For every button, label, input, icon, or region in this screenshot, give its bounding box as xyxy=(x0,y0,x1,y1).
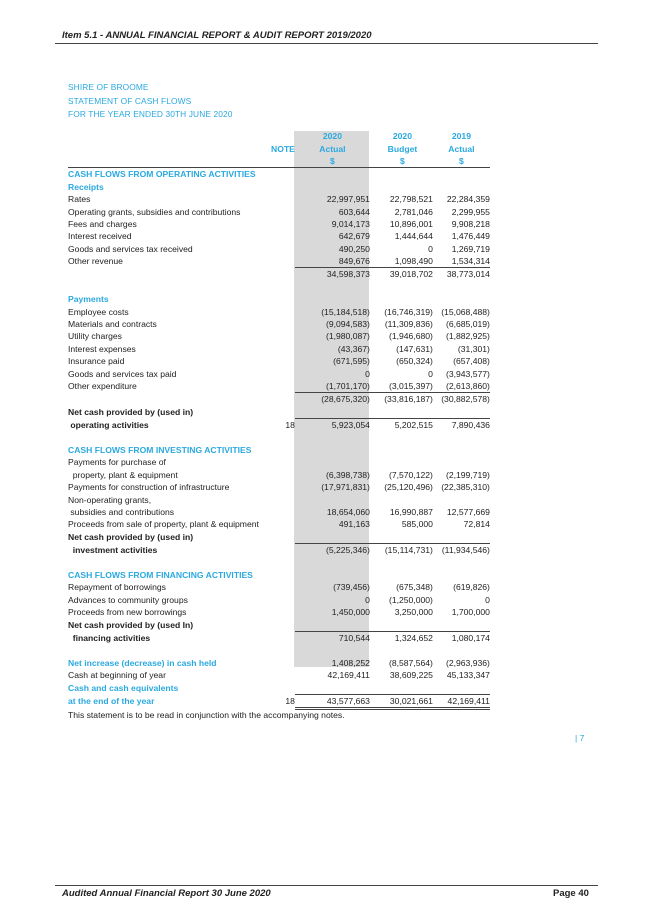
row-note xyxy=(259,618,295,631)
value-2020-actual xyxy=(295,444,372,456)
period-title: FOR THE YEAR ENDED 30TH JUNE 2020 xyxy=(68,109,233,119)
value-2020-budget: (15,114,731) xyxy=(372,543,433,556)
value-2019-actual: 38,773,014 xyxy=(433,268,490,281)
value-2019-actual: (2,199,719) xyxy=(445,469,490,480)
table-row xyxy=(68,581,490,593)
value-2019-actual: 1,269,719 xyxy=(451,243,490,254)
value-2020-budget xyxy=(372,181,433,193)
value-2020-actual xyxy=(295,644,372,656)
table-row xyxy=(68,181,490,193)
row-label: property, plant & equipment xyxy=(68,469,178,480)
table-row xyxy=(68,230,490,242)
value-2020-actual: 603,644 xyxy=(338,206,370,217)
value-2019-actual xyxy=(433,618,490,631)
value-2020-actual: (43,367) xyxy=(337,343,370,354)
value-2020-actual: (28,675,320) xyxy=(295,393,372,406)
row-label: CASH FLOWS FROM FINANCING ACTIVITIES xyxy=(68,569,253,580)
row-label: Proceeds from new borrowings xyxy=(68,607,187,618)
table-row xyxy=(68,218,490,230)
value-2020-actual: 0 xyxy=(365,594,370,605)
table-row xyxy=(68,293,490,305)
cash-flow-table xyxy=(68,130,490,710)
spacer-row xyxy=(68,556,490,568)
row-note xyxy=(259,230,295,242)
value-2020-actual: 18,654,060 xyxy=(326,506,370,517)
col-budget-name: Budget xyxy=(387,143,418,154)
value-2019-actual: (15,068,488) xyxy=(441,306,490,317)
value-2020-budget xyxy=(372,456,433,468)
row-label: Operating grants, subsidies and contributions xyxy=(68,206,241,217)
value-2020-actual: 5,923,054 xyxy=(295,418,372,431)
value-2019-actual: 2,299,955 xyxy=(451,206,490,217)
table-row xyxy=(68,406,490,419)
value-2020-budget xyxy=(372,531,433,544)
value-2020-budget xyxy=(372,168,433,181)
value-2020-budget xyxy=(372,444,433,456)
value-2020-actual: 1,408,252 xyxy=(331,657,370,668)
row-label xyxy=(68,556,259,568)
row-label: Employee costs xyxy=(68,306,129,317)
row-note xyxy=(259,205,295,217)
row-label: Other revenue xyxy=(68,256,123,267)
row-label: subsidies and contributions xyxy=(68,506,175,517)
row-label: Payments for construction of infrastructure xyxy=(68,482,230,493)
value-2019-actual: 9,908,218 xyxy=(451,218,490,229)
value-2020-actual: 42,169,411 xyxy=(327,669,370,680)
value-2019-actual: 45,133,347 xyxy=(446,669,490,680)
row-note xyxy=(259,318,295,330)
value-2019-actual: (30,882,578) xyxy=(433,393,490,406)
value-2020-actual: 490,250 xyxy=(338,243,370,254)
table-row xyxy=(68,456,490,468)
value-2020-budget: 38,609,225 xyxy=(389,669,433,680)
table-row xyxy=(68,330,490,342)
row-note xyxy=(259,355,295,367)
row-label: CASH FLOWS FROM INVESTING ACTIVITIES xyxy=(68,444,252,455)
value-2020-actual xyxy=(295,569,372,581)
table-row xyxy=(68,543,490,556)
row-label: Net increase (decrease) in cash held xyxy=(68,657,217,668)
page-marker: | 7 xyxy=(575,733,585,743)
footnote: This statement is to be read in conjunction with the accompanying notes. xyxy=(68,710,345,720)
row-note xyxy=(259,367,295,379)
value-2019-actual xyxy=(433,281,490,293)
row-note xyxy=(259,656,295,668)
table-row xyxy=(68,243,490,255)
col-actual-name: Actual xyxy=(319,143,346,154)
value-2020-budget: 1,444,644 xyxy=(394,231,433,242)
table-row xyxy=(68,168,490,181)
table-row xyxy=(68,506,490,518)
value-2019-actual: 42,169,411 xyxy=(433,694,490,708)
value-2019-actual xyxy=(433,406,490,419)
table-row xyxy=(68,305,490,317)
table-row xyxy=(68,367,490,379)
value-2019-actual: 72,814 xyxy=(463,519,490,530)
footer-title: Audited Annual Financial Report 30 June 2020 xyxy=(62,888,271,899)
row-label: Goods and services tax paid xyxy=(68,368,177,379)
table-row xyxy=(68,469,490,481)
value-2020-budget: 10,896,001 xyxy=(389,218,433,229)
table-row xyxy=(68,193,490,205)
row-note xyxy=(259,681,295,694)
value-2019-actual: (2,963,936) xyxy=(445,657,490,668)
row-note xyxy=(259,268,295,281)
value-2019-actual xyxy=(433,681,490,694)
value-2019-actual xyxy=(433,181,490,193)
row-note: 18 xyxy=(285,419,295,430)
row-label: Non-operating grants, xyxy=(68,494,152,505)
value-2019-actual: (657,408) xyxy=(453,356,490,367)
row-label xyxy=(68,431,259,443)
table-row xyxy=(68,444,490,456)
row-label: Rates xyxy=(68,194,91,205)
row-label: Goods and services tax received xyxy=(68,243,193,254)
value-2019-actual xyxy=(433,456,490,468)
row-label: Net cash provided by (used In) xyxy=(68,619,194,630)
row-note xyxy=(259,581,295,593)
row-note xyxy=(259,380,295,393)
row-label: Proceeds from sale of property, plant & equipment xyxy=(68,519,259,530)
row-note xyxy=(259,343,295,355)
value-2020-budget: 22,798,521 xyxy=(389,194,433,205)
table-row xyxy=(68,205,490,217)
value-2020-budget xyxy=(372,493,433,505)
value-2019-actual: 1,080,174 xyxy=(433,631,490,644)
footer-rule xyxy=(55,885,598,886)
value-2020-actual: (15,184,518) xyxy=(321,306,370,317)
value-2020-budget: 3,250,000 xyxy=(394,607,433,618)
value-2020-budget xyxy=(372,293,433,305)
value-2020-actual xyxy=(295,493,372,505)
column-header-years xyxy=(68,130,490,142)
value-2019-actual xyxy=(433,168,490,181)
value-2020-budget: (1,946,680) xyxy=(388,331,433,342)
value-2020-actual xyxy=(295,531,372,544)
value-2020-budget: 0 xyxy=(428,243,433,254)
row-note xyxy=(259,456,295,468)
shire-title: SHIRE OF BROOME xyxy=(68,82,149,92)
table-row xyxy=(68,518,490,530)
footer-page-number: Page 40 xyxy=(553,888,589,899)
value-2019-actual xyxy=(433,293,490,305)
table-row xyxy=(68,418,490,431)
row-label: Insurance paid xyxy=(68,356,125,367)
value-2019-actual: 1,700,000 xyxy=(451,607,490,618)
value-2020-actual: (5,225,346) xyxy=(295,543,372,556)
row-note xyxy=(259,305,295,317)
value-2020-actual: 642,679 xyxy=(338,231,370,242)
row-label: Advances to community groups xyxy=(68,594,188,605)
row-label: Fees and charges xyxy=(68,218,137,229)
row-label: Net cash provided by (used in) xyxy=(68,531,194,542)
value-2020-budget xyxy=(372,556,433,568)
value-2020-budget: (25,120,496) xyxy=(384,482,433,493)
table-row xyxy=(68,343,490,355)
row-note xyxy=(259,243,295,255)
value-2020-actual xyxy=(295,181,372,193)
value-2019-actual: 1,476,449 xyxy=(451,231,490,242)
value-2020-actual: 1,450,000 xyxy=(331,607,370,618)
value-2020-actual xyxy=(295,168,372,181)
row-note xyxy=(259,631,295,644)
table-row xyxy=(68,318,490,330)
col-prior-actual-name: Actual xyxy=(448,143,475,154)
value-2020-actual: (671,595) xyxy=(333,356,370,367)
row-note xyxy=(259,644,295,656)
note-column-header: NOTE xyxy=(271,143,295,154)
table-row xyxy=(68,631,490,644)
row-label: Payments for purchase of xyxy=(68,457,166,468)
value-2019-actual xyxy=(433,493,490,505)
row-note xyxy=(259,193,295,205)
value-2020-budget: 39,018,702 xyxy=(372,268,433,281)
row-label: Interest received xyxy=(68,231,132,242)
row-label: Receipts xyxy=(68,181,104,192)
row-note xyxy=(259,569,295,581)
value-2020-actual: (9,094,583) xyxy=(325,319,370,330)
value-2020-budget: 30,021,661 xyxy=(372,694,433,708)
value-2020-actual: 491,163 xyxy=(338,519,370,530)
table-row xyxy=(68,493,490,505)
row-note xyxy=(259,556,295,568)
column-header-names xyxy=(68,142,490,154)
value-2020-budget: 1,324,652 xyxy=(372,631,433,644)
row-label: Utility charges xyxy=(68,331,122,342)
value-2020-actual xyxy=(295,293,372,305)
row-note xyxy=(259,293,295,305)
row-note xyxy=(259,431,295,443)
table-row xyxy=(68,380,490,393)
value-2019-actual xyxy=(433,431,490,443)
table-row xyxy=(68,681,490,694)
value-2020-actual xyxy=(295,681,372,694)
value-2019-actual xyxy=(433,444,490,456)
value-2020-actual: 34,598,373 xyxy=(295,268,372,281)
value-2020-budget: 5,202,515 xyxy=(372,418,433,431)
row-label: Materials and contracts xyxy=(68,319,157,330)
row-note xyxy=(259,281,295,293)
value-2020-budget: 0 xyxy=(428,368,433,379)
value-2020-budget: (11,309,836) xyxy=(384,319,433,330)
row-label: Repayment of borrowings xyxy=(68,582,166,593)
table-row xyxy=(68,481,490,493)
row-note xyxy=(259,481,295,493)
page-header: Item 5.1 - ANNUAL FINANCIAL REPORT & AUDIT REPORT 2019/2020 xyxy=(62,30,372,41)
value-2019-actual: (6,685,019) xyxy=(445,319,490,330)
col-2020-budget-year: 2020 xyxy=(392,131,412,142)
row-note xyxy=(259,506,295,518)
unit-label: $ xyxy=(433,155,490,168)
table-row xyxy=(68,669,490,681)
table-row xyxy=(68,606,490,618)
row-note xyxy=(259,181,295,193)
value-2019-actual: (2,613,860) xyxy=(445,381,490,391)
value-2020-actual: 0 xyxy=(365,368,370,379)
table-row xyxy=(68,268,490,281)
table-row xyxy=(68,694,490,708)
value-2020-actual xyxy=(295,281,372,293)
value-2020-budget: (8,587,564) xyxy=(388,657,433,668)
value-2019-actual: 7,890,436 xyxy=(433,418,490,431)
row-label xyxy=(68,393,259,406)
row-note xyxy=(259,255,295,268)
value-2019-actual xyxy=(433,556,490,568)
value-2020-actual xyxy=(295,406,372,419)
row-note xyxy=(259,669,295,681)
value-2020-budget: 16,990,887 xyxy=(389,506,433,517)
spacer-row xyxy=(68,431,490,443)
value-2020-budget: (1,250,000) xyxy=(388,594,433,605)
row-label: Net cash provided by (used in) xyxy=(68,407,194,418)
value-2019-actual: (1,882,925) xyxy=(445,331,490,342)
table-row xyxy=(68,393,490,406)
value-2020-actual: (1,701,170) xyxy=(325,381,370,391)
value-2019-actual: (11,934,546) xyxy=(433,543,490,556)
row-label: Interest expenses xyxy=(68,343,136,354)
column-header-units xyxy=(68,155,490,168)
row-note xyxy=(259,606,295,618)
value-2020-budget: (33,816,187) xyxy=(372,393,433,406)
row-note xyxy=(259,393,295,406)
value-2020-budget: 585,000 xyxy=(401,519,433,530)
spacer-row xyxy=(68,644,490,656)
value-2020-actual: 22,997,951 xyxy=(326,194,370,205)
value-2020-budget xyxy=(372,569,433,581)
value-2020-actual xyxy=(295,556,372,568)
header-rule xyxy=(55,43,598,44)
row-note xyxy=(259,168,295,181)
row-label: Other expenditure xyxy=(68,381,137,392)
spacer-row xyxy=(68,281,490,293)
value-2020-budget: (147,631) xyxy=(396,343,433,354)
table-row xyxy=(68,656,490,668)
value-2020-budget: (3,015,397) xyxy=(388,381,433,391)
row-label: at the end of the year xyxy=(68,696,155,707)
value-2019-actual xyxy=(433,569,490,581)
row-note xyxy=(259,493,295,505)
table-row xyxy=(68,531,490,544)
row-note xyxy=(259,218,295,230)
value-2020-actual: 9,014,173 xyxy=(331,218,370,229)
value-2019-actual: (3,943,577) xyxy=(445,368,490,379)
value-2020-actual: 710,544 xyxy=(295,631,372,644)
value-2020-budget: (16,746,319) xyxy=(384,306,433,317)
value-2020-budget xyxy=(372,644,433,656)
value-2020-budget: (7,570,122) xyxy=(388,469,433,480)
unit-label: $ xyxy=(372,155,433,168)
value-2020-actual: (6,398,738) xyxy=(325,469,370,480)
value-2020-actual: 43,577,663 xyxy=(295,694,372,708)
value-2020-budget: (650,324) xyxy=(396,356,433,367)
value-2020-actual: 849,676 xyxy=(338,256,370,267)
row-label: Cash and cash equivalents xyxy=(68,682,179,693)
row-note xyxy=(259,406,295,419)
value-2020-budget xyxy=(372,406,433,419)
table-row xyxy=(68,593,490,605)
row-label xyxy=(68,268,259,281)
value-2020-actual xyxy=(295,456,372,468)
col-2019-actual-year: 2019 xyxy=(451,131,471,142)
col-2020-actual-year: 2020 xyxy=(322,131,342,142)
table-row xyxy=(68,618,490,631)
row-note xyxy=(259,543,295,556)
value-2019-actual: 22,284,359 xyxy=(446,194,490,205)
value-2020-actual: (17,971,831) xyxy=(321,482,370,493)
row-note xyxy=(259,593,295,605)
value-2019-actual xyxy=(433,531,490,544)
value-2019-actual: 12,577,669 xyxy=(446,506,490,517)
row-label: CASH FLOWS FROM OPERATING ACTIVITIES xyxy=(68,169,256,180)
row-label: investment activities xyxy=(68,544,158,555)
value-2019-actual: (619,826) xyxy=(453,582,490,593)
value-2020-budget: 1,098,490 xyxy=(394,256,433,267)
row-label: Payments xyxy=(68,294,109,305)
row-note xyxy=(259,469,295,481)
value-2019-actual: (31,301) xyxy=(457,343,490,354)
row-note xyxy=(259,531,295,544)
unit-label: $ xyxy=(295,155,372,168)
table-row xyxy=(68,255,490,268)
value-2019-actual xyxy=(433,644,490,656)
value-2020-budget xyxy=(372,281,433,293)
value-2020-budget xyxy=(372,431,433,443)
value-2020-actual: (739,456) xyxy=(333,582,370,593)
value-2019-actual: (22,385,310) xyxy=(441,482,490,493)
value-2019-actual: 1,534,314 xyxy=(451,256,490,267)
row-label: financing activities xyxy=(68,632,151,643)
value-2020-budget: (675,348) xyxy=(396,582,433,593)
value-2020-budget: 2,781,046 xyxy=(394,206,433,217)
row-label: Cash at beginning of year xyxy=(68,669,166,680)
value-2019-actual: 0 xyxy=(485,594,490,605)
row-label xyxy=(68,281,259,293)
value-2020-budget xyxy=(372,618,433,631)
table-row xyxy=(68,355,490,367)
row-note xyxy=(259,518,295,530)
statement-title: STATEMENT OF CASH FLOWS xyxy=(68,96,192,106)
row-note xyxy=(259,330,295,342)
row-label: operating activities xyxy=(68,419,149,430)
row-note xyxy=(259,444,295,456)
value-2020-actual: (1,980,087) xyxy=(325,331,370,342)
value-2020-actual xyxy=(295,431,372,443)
table-row xyxy=(68,569,490,581)
value-2020-budget xyxy=(372,681,433,694)
value-2020-actual xyxy=(295,618,372,631)
row-label xyxy=(68,644,259,656)
row-note: 18 xyxy=(285,696,295,707)
